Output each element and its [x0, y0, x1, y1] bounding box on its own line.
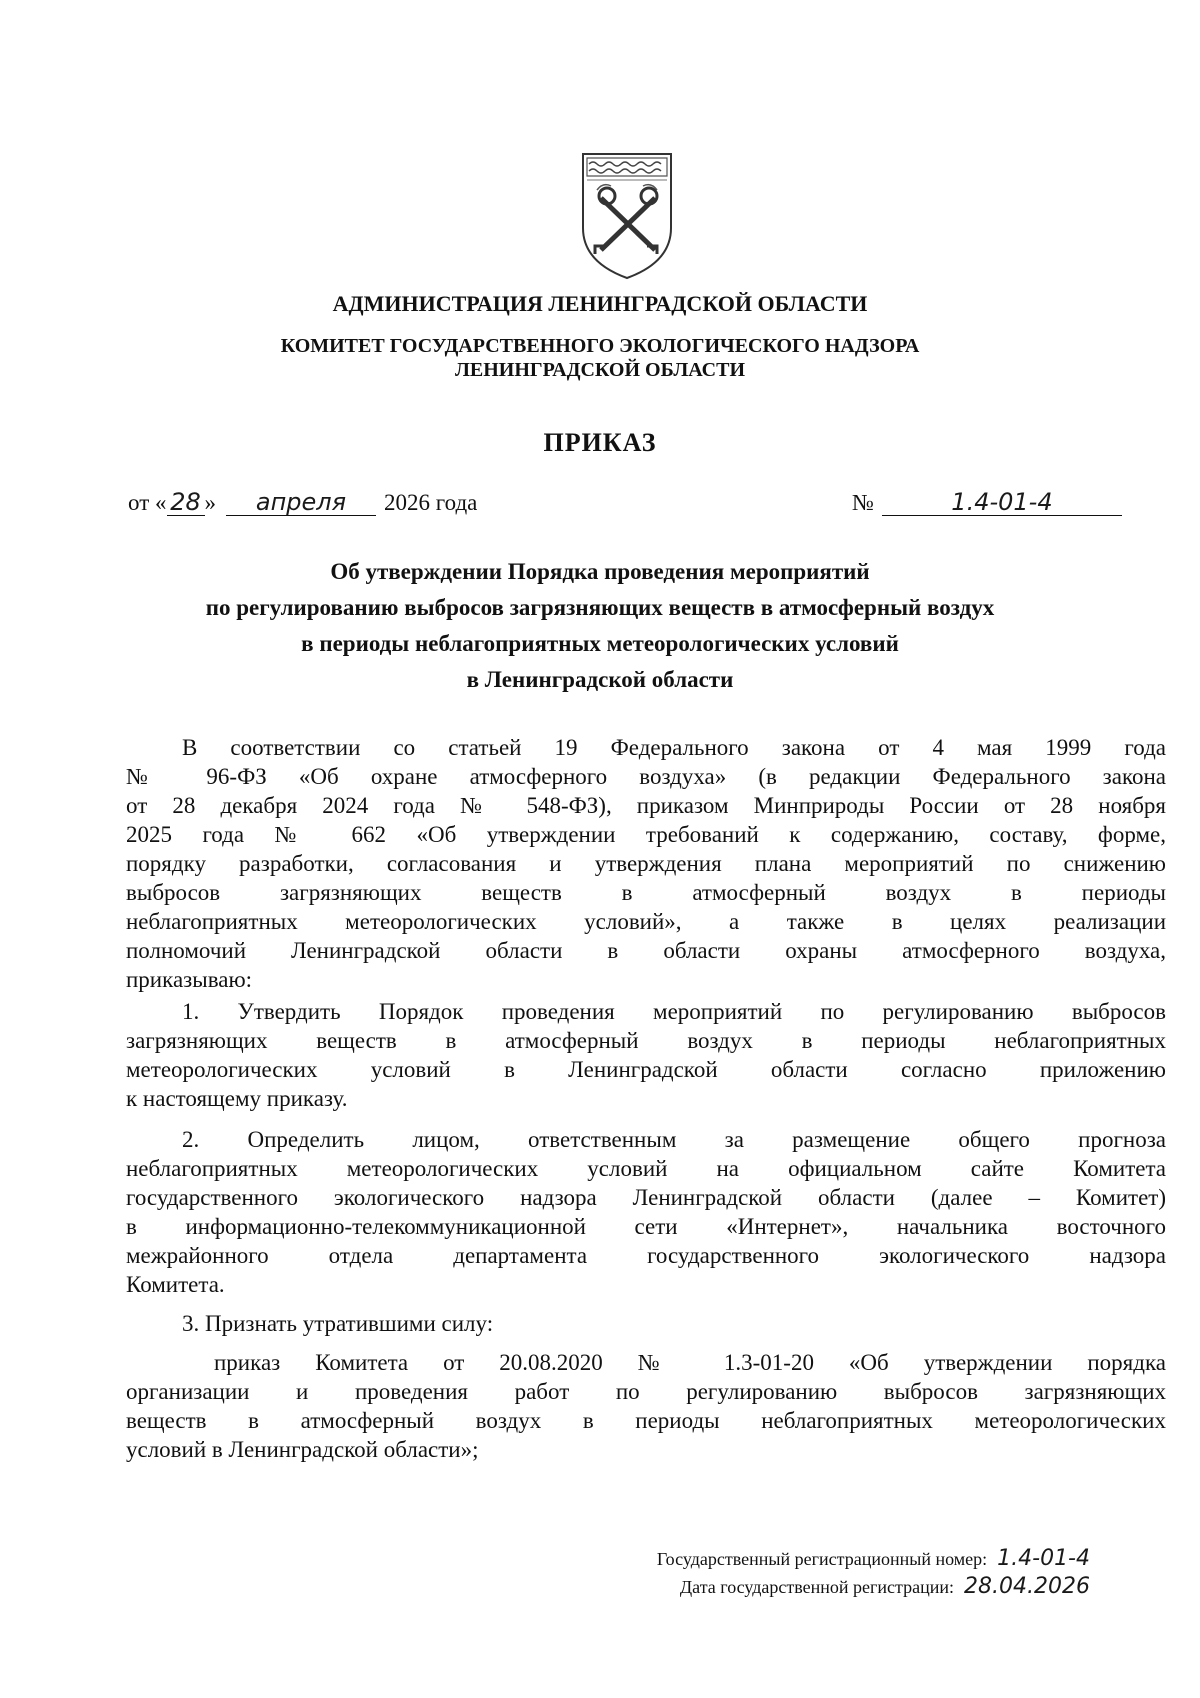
order-heading-line4: в Ленинградской области	[466, 667, 734, 692]
order-heading-line2: по регулированию выбросов загрязняющих веществ в атмосферный воздух	[205, 595, 995, 620]
body-line: порядку разработки, согласования и утверждения плана мероприятий по снижению	[126, 852, 1166, 876]
handwritten-day: 28	[167, 490, 205, 516]
body-line: № 96-ФЗ «Об охране атмосферного воздуха» (в редакции Федерального закона	[126, 765, 1166, 789]
body-line: полномочий Ленинградской области в области охраны атмосферного воздуха,	[126, 939, 1166, 963]
body-line: условий в Ленинградской области»;	[126, 1437, 479, 1462]
body-line: государственного экологического надзора Ленинградской области (далее – Комитет)	[126, 1186, 1166, 1210]
date-mid: »	[204, 490, 216, 515]
body-line: В соответствии со статьей 19 Федерального закона от 4 мая 1999 года	[182, 736, 1166, 760]
number-label: №	[852, 490, 874, 515]
registration-number-line	[657, 1548, 1090, 1570]
handwritten-registration-number: 1.4-01-4	[997, 1546, 1090, 1571]
registration-number-label: Государственный регистрационный номер:	[656, 1549, 988, 1569]
body-line: 3. Признать утратившими силу:	[182, 1311, 494, 1336]
coat-of-arms-emblem	[577, 150, 677, 282]
order-date	[128, 490, 477, 516]
order-number	[852, 490, 1122, 516]
handwritten-month: апреля	[226, 490, 376, 516]
body-line: Комитета.	[126, 1272, 225, 1297]
body-line: приказываю:	[126, 967, 253, 992]
handwritten-registration-date: 28.04.2026	[964, 1574, 1090, 1599]
body-line: неблагоприятных метеорологических условий на официальном сайте Комитета	[126, 1157, 1166, 1181]
registration-date-label: Дата государственной регистрации:	[679, 1577, 955, 1597]
body-line: к настоящему приказу.	[126, 1086, 348, 1111]
body-line: выбросов загрязняющих веществ в атмосферный воздух в периоды	[126, 881, 1166, 905]
body-line: метеорологических условий в Ленинградской области согласно приложению	[126, 1058, 1166, 1082]
order-heading-line1: Об утверждении Порядка проведения мероприятий	[330, 559, 870, 584]
body-line: веществ в атмосферный воздух в периоды неблагоприятных метеорологических	[126, 1409, 1166, 1433]
body-line: загрязняющих веществ в атмосферный воздух в периоды неблагоприятных	[126, 1029, 1166, 1053]
document-type-title: ПРИКАЗ	[543, 428, 657, 457]
order-heading-line3: в периоды неблагоприятных метеорологических условий	[301, 631, 899, 656]
handwritten-order-number: 1.4-01-4	[882, 490, 1122, 516]
body-line: приказ Комитета от 20.08.2020 № 1.3-01-20 «Об утверждении порядка	[214, 1351, 1166, 1375]
body-line: 2. Определить лицом, ответственным за размещение общего прогноза	[182, 1128, 1166, 1152]
body-line: организации и проведения работ по регулированию выбросов загрязняющих	[126, 1380, 1166, 1404]
body-line: неблагоприятных метеорологических условий», а также в целях реализации	[126, 910, 1166, 934]
body-line: межрайонного отдела департамента государственного экологического надзора	[126, 1244, 1166, 1268]
body-line: 1. Утвердить Порядок проведения мероприятий по регулированию выбросов	[182, 1000, 1166, 1024]
org-name-line1: АДМИНИСТРАЦИЯ ЛЕНИНГРАДСКОЙ ОБЛАСТИ	[332, 291, 868, 316]
org-name-line3: ЛЕНИНГРАДСКОЙ ОБЛАСТИ	[454, 359, 746, 381]
org-name-line2: КОМИТЕТ ГОСУДАРСТВЕННОГО ЭКОЛОГИЧЕСКОГО НАДЗОРА	[280, 335, 920, 357]
date-prefix: от «	[128, 490, 167, 515]
body-line: от 28 декабря 2024 года № 548-ФЗ), приказом Минприроды России от 28 ноября	[126, 794, 1166, 818]
body-line: в информационно-телекоммуникационной сети «Интернет», начальника восточного	[126, 1215, 1166, 1239]
registration-date-line	[680, 1576, 1090, 1598]
body-line: 2025 года № 662 «Об утверждении требований к содержанию, составу, форме,	[126, 823, 1166, 847]
date-year: 2026 года	[384, 490, 478, 515]
